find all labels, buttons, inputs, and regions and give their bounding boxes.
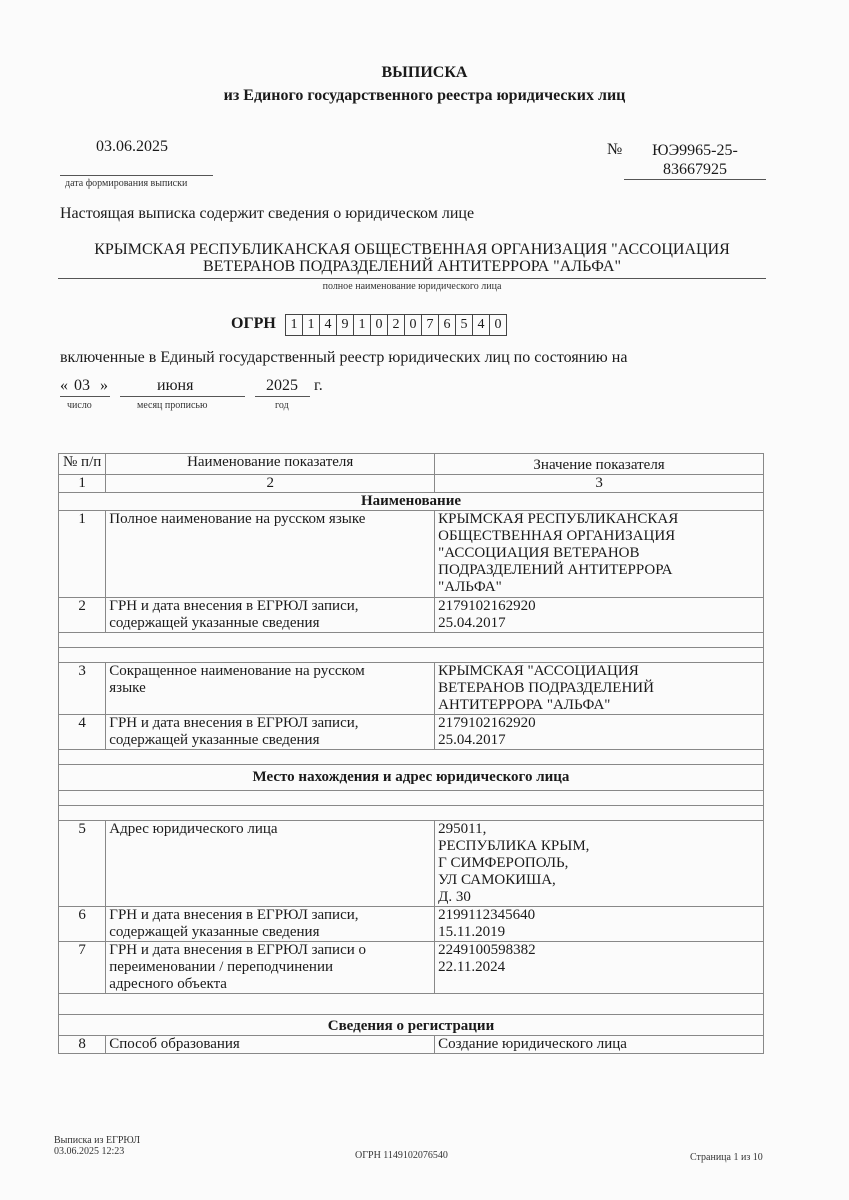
label-line: адресного объекта <box>109 976 227 992</box>
year-underline <box>255 396 310 397</box>
spacer-row <box>59 806 764 821</box>
row-label <box>106 942 435 994</box>
value-line: 295011, <box>438 821 487 837</box>
spacer-row <box>59 994 764 1015</box>
row-value <box>435 598 764 633</box>
label-line: содержащей указанные сведения <box>109 924 320 940</box>
ogrn-digit-box: 1 <box>354 314 371 336</box>
table-header-row <box>59 454 764 475</box>
section-row <box>59 765 764 791</box>
row-number: 7 <box>59 942 106 994</box>
footer-ogrn: ОГРН 1149102076540 <box>355 1150 448 1161</box>
header-cell: Наименование показателя <box>106 454 435 475</box>
number-underline <box>624 179 766 180</box>
ogrn-label: ОГРН <box>231 315 276 332</box>
as-of-day-open: « <box>60 377 68 394</box>
value-line: 2199112345640 <box>438 907 536 923</box>
label-line: ГРН и дата внесения в ЕГРЮЛ записи, <box>109 907 359 923</box>
value-line: ПОДРАЗДЕЛЕНИЙ АНТИТЕРРОРА <box>438 562 673 578</box>
intro-text: Настоящая выписка содержит сведения о юридическом лице <box>60 205 475 222</box>
section-address: Место нахождения и адрес юридического лица <box>59 765 764 791</box>
day-underline <box>60 396 110 397</box>
row-label: Адрес юридического лица <box>106 821 435 907</box>
register-table <box>58 453 764 1054</box>
date-caption: дата формирования выписки <box>65 178 188 189</box>
day-caption: число <box>67 400 92 411</box>
month-underline <box>120 396 245 397</box>
org-name-caption: полное наименование юридического лица <box>322 281 502 292</box>
section-registration: Сведения о регистрации <box>59 1015 764 1036</box>
row-number: 3 <box>59 663 106 715</box>
row-label <box>106 907 435 942</box>
index-cell: 2 <box>106 475 435 493</box>
row-number: 8 <box>59 1036 106 1054</box>
index-cell: 1 <box>59 475 106 493</box>
label-line: ГРН и дата внесения в ЕГРЮЛ записи, <box>109 715 359 731</box>
as-of-year: 2025 <box>266 377 298 394</box>
table-row <box>59 715 764 750</box>
footer-page-number: Страница 1 из 10 <box>690 1152 763 1163</box>
value-line: 2179102162920 <box>438 715 536 731</box>
extract-date: 03.06.2025 <box>96 138 168 155</box>
table-row <box>59 663 764 715</box>
ogrn-digit-box: 0 <box>371 314 388 336</box>
org-name-line1: КРЫМСКАЯ РЕСПУБЛИКАНСКАЯ ОБЩЕСТВЕННАЯ ОРГАНИЗАЦИЯ "АССОЦИАЦИЯ <box>94 241 730 258</box>
row-number: 1 <box>59 511 106 598</box>
ogrn-digit-box: 1 <box>303 314 320 336</box>
label-line: содержащей указанные сведения <box>109 732 320 748</box>
as-of-day-close: » <box>100 377 108 394</box>
row-number: 6 <box>59 907 106 942</box>
ogrn-digit-box: 1 <box>285 314 303 336</box>
table-row <box>59 907 764 942</box>
value-line: Г СИМФЕРОПОЛЬ, <box>438 855 569 871</box>
extract-number <box>624 141 766 179</box>
label-line: ГРН и дата внесения в ЕГРЮЛ записи о <box>109 942 367 958</box>
ogrn-digit-box: 0 <box>490 314 507 336</box>
as-of-year-suffix: г. <box>314 377 323 394</box>
row-value <box>435 663 764 715</box>
value-line: "АЛЬФА" <box>438 579 502 595</box>
table-row <box>59 511 764 598</box>
spacer-row <box>59 648 764 663</box>
ogrn-digit-box: 7 <box>422 314 439 336</box>
value-line: АНТИТЕРРОРА "АЛЬФА" <box>438 697 611 713</box>
value-line: 25.04.2017 <box>438 615 506 631</box>
table-row <box>59 1036 764 1054</box>
header-cell: Значение показателя <box>435 454 764 475</box>
value-line: ВЕТЕРАНОВ ПОДРАЗДЕЛЕНИЙ <box>438 680 654 696</box>
label-line: языке <box>109 680 146 696</box>
footer-doc-name: Выписка из ЕГРЮЛ <box>54 1135 140 1146</box>
as-of-month: июня <box>157 377 194 394</box>
footer-left <box>54 1135 140 1157</box>
value-line: 22.11.2024 <box>438 959 506 975</box>
table-index-row <box>59 475 764 493</box>
extract-number-line2: 83667925 <box>663 161 727 178</box>
value-line: 15.11.2019 <box>438 924 506 940</box>
row-value <box>435 942 764 994</box>
value-line: Д. 30 <box>438 889 471 905</box>
row-number: 2 <box>59 598 106 633</box>
value-line: "АССОЦИАЦИЯ ВЕТЕРАНОВ <box>438 545 640 561</box>
ogrn-digit-boxes <box>285 314 507 336</box>
section-row <box>59 1015 764 1036</box>
ogrn-digit-box: 4 <box>320 314 337 336</box>
section-name: Наименование <box>59 493 764 511</box>
row-number: 4 <box>59 715 106 750</box>
table-row <box>59 942 764 994</box>
as-of-day: 03 <box>74 377 90 394</box>
row-value <box>435 511 764 598</box>
row-label <box>106 663 435 715</box>
label-line: содержащей указанные сведения <box>109 615 320 631</box>
row-value: Создание юридического лица <box>435 1036 764 1054</box>
year-caption: год <box>275 400 289 411</box>
header-cell: № п/п <box>59 454 106 475</box>
row-value <box>435 821 764 907</box>
org-full-name <box>58 241 766 275</box>
month-caption: месяц прописью <box>137 400 208 411</box>
value-line: РЕСПУБЛИКА КРЫМ, <box>438 838 590 854</box>
included-text: включенные в Единый государственный реестр юридических лиц по состоянию на <box>60 349 628 366</box>
row-value <box>435 907 764 942</box>
value-line: ОБЩЕСТВЕННАЯ ОРГАНИЗАЦИЯ <box>438 528 676 544</box>
org-name-line2: ВЕТЕРАНОВ ПОДРАЗДЕЛЕНИЙ АНТИТЕРРОРА "АЛЬФА" <box>203 258 621 275</box>
value-line: 2179102162920 <box>438 598 536 614</box>
row-number: 5 <box>59 821 106 907</box>
value-line: УЛ САМОКИША, <box>438 872 556 888</box>
row-label: Полное наименование на русском языке <box>106 511 435 598</box>
ogrn-digit-box: 6 <box>439 314 456 336</box>
document-subtitle: из Единого государственного реестра юридических лиц <box>223 87 626 104</box>
table-row <box>59 598 764 633</box>
row-label <box>106 598 435 633</box>
index-cell: 3 <box>435 475 764 493</box>
section-row <box>59 493 764 511</box>
value-line: 2249100598382 <box>438 942 536 958</box>
row-label <box>106 715 435 750</box>
ogrn-digit-box: 9 <box>337 314 354 336</box>
ogrn-digit-box: 5 <box>456 314 473 336</box>
row-label: Способ образования <box>106 1036 435 1054</box>
extract-number-line1: ЮЭ9965-25- <box>652 142 738 159</box>
ogrn-digit-box: 4 <box>473 314 490 336</box>
label-line: переименовании / переподчинении <box>109 959 334 975</box>
date-underline <box>60 175 213 176</box>
spacer-row <box>59 633 764 648</box>
document-title: ВЫПИСКА <box>381 64 468 81</box>
table-row <box>59 821 764 907</box>
ogrn-digit-box: 2 <box>388 314 405 336</box>
label-line: Сокращенное наименование на русском <box>109 663 365 679</box>
spacer-row <box>59 791 764 806</box>
row-value <box>435 715 764 750</box>
value-line: 25.04.2017 <box>438 732 506 748</box>
label-line: ГРН и дата внесения в ЕГРЮЛ записи, <box>109 598 359 614</box>
value-line: КРЫМСКАЯ РЕСПУБЛИКАНСКАЯ <box>438 511 679 527</box>
number-label: № <box>607 141 623 158</box>
ogrn-digit-box: 0 <box>405 314 422 336</box>
org-name-underline <box>58 278 766 279</box>
value-line: КРЫМСКАЯ "АССОЦИАЦИЯ <box>438 663 639 679</box>
spacer-row <box>59 750 764 765</box>
footer-timestamp: 03.06.2025 12:23 <box>54 1146 125 1157</box>
